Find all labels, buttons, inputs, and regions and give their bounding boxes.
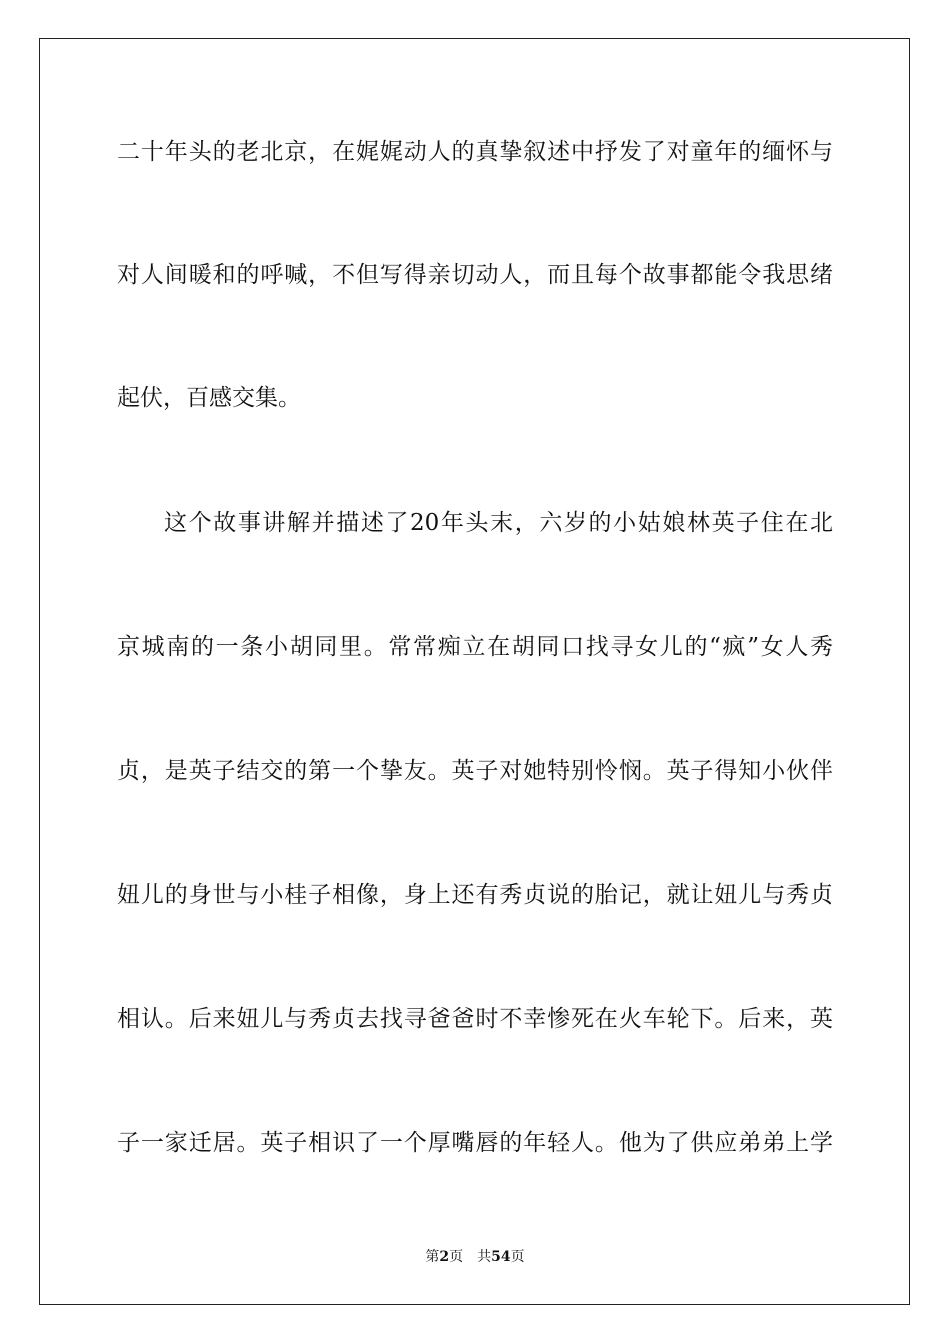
body-text-line-6: 贞，是英子结交的第一个挚友。英子对她特别怜悯。英子得知小伙伴 bbox=[117, 758, 833, 784]
page-footer bbox=[0, 1248, 950, 1266]
total-label-suffix: 页 bbox=[510, 1249, 525, 1265]
page-border bbox=[39, 38, 910, 1305]
body-text-line-8: 相认。后来妞儿与秀贞去找寻爸爸时不幸惨死在火车轮下。后来，英 bbox=[117, 1006, 833, 1032]
body-text-line-1: 二十年头的老北京，在娓娓动人的真挚叙述中抒发了对童年的缅怀与 bbox=[117, 139, 833, 165]
current-page-number: 2 bbox=[439, 1249, 450, 1265]
total-label-prefix: 共 bbox=[477, 1249, 492, 1265]
page-label-suffix: 页 bbox=[449, 1249, 464, 1265]
body-text-line-9: 子一家迁居。英子相识了一个厚嘴唇的年轻人。他为了供应弟弟上学 bbox=[117, 1130, 833, 1156]
body-text-line-4: 这个故事讲解并描述了20年头末，六岁的小姑娘林英子住在北 bbox=[164, 510, 833, 536]
total-page-count: 54 bbox=[491, 1249, 511, 1265]
page-label-prefix: 第 bbox=[425, 1249, 440, 1265]
body-text-line-7: 妞儿的身世与小桂子相像，身上还有秀贞说的胎记，就让妞儿与秀贞 bbox=[117, 882, 833, 908]
body-text-line-3: 起伏，百感交集。 bbox=[117, 385, 301, 411]
body-text-line-5: 京城南的一条小胡同里。常常痴立在胡同口找寻女儿的“疯”女人秀 bbox=[117, 634, 833, 660]
body-text-line-2: 对人间暖和的呼喊，不但写得亲切动人，而且每个故事都能令我思绪 bbox=[117, 262, 833, 288]
